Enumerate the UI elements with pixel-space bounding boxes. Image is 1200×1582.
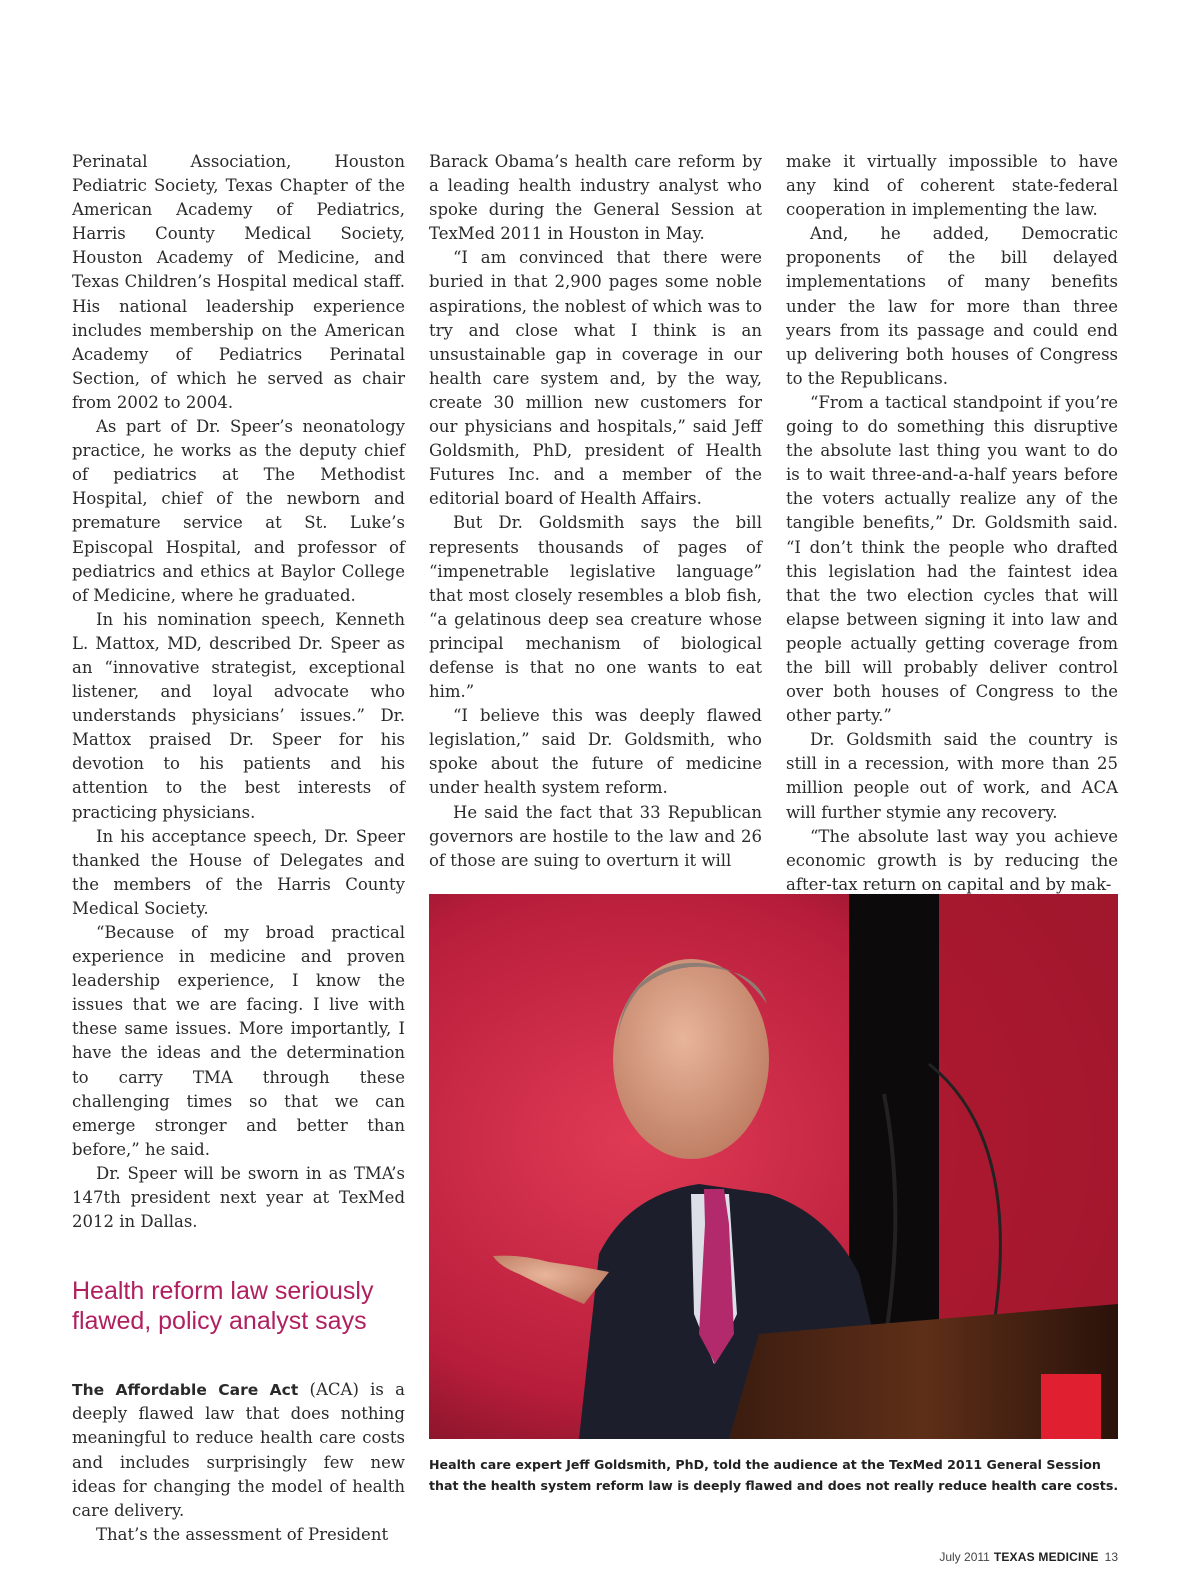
article-column-right	[786, 150, 1118, 897]
body-paragraph: And, he added, Democratic proponents of the bill delayed implementations of many benefits under the law for more than three years from its passage and could end up delivering both houses of Congress to the Republicans.	[786, 224, 1118, 388]
body-paragraph: Dr. Speer will be sworn in as TMA’s 147th president next year at TexMed 2012 in Dallas.	[72, 1163, 405, 1232]
speaker-illustration	[429, 894, 1118, 1439]
body-paragraph: Dr. Goldsmith said the country is still in a recession, with more than 25 million people out of work, and ACA will further stymie any recovery.	[786, 730, 1118, 822]
podium-logo	[1041, 1374, 1101, 1439]
page-footer	[939, 1550, 1118, 1564]
article-column-middle	[429, 150, 762, 873]
body-paragraph: He said the fact that 33 Republican governors are hostile to the law and 26 of those are suing to overturn it will	[429, 802, 762, 870]
body-paragraph: In his nomination speech, Kenneth L. Mattox, MD, described Dr. Speer as an “innovative strategist, exceptional listener, and loyal advocate who understands physicians’ issues.” Dr. Mattox praised Dr. Speer for his devotion to his patients and his attention to the best interests of practicing physicians.	[72, 609, 405, 822]
page-number: 13	[1104, 1550, 1118, 1564]
body-paragraph: “The absolute last way you achieve economic growth is by reducing the after-tax return on capital and by mak-	[786, 826, 1118, 894]
body-paragraph: As part of Dr. Speer’s neonatology practice, he works as the deputy chief of pediatrics at The Methodist Hospital, chief of the newborn and premature service at St. Luke’s Episcopal Hospital, and professor of pediatrics and ethics at Baylor College of Medicine, where he graduated.	[72, 417, 405, 605]
body-paragraph: “From a tactical standpoint if you’re going to do something this disruptive the absolute last thing you want to do is to wait three-and-a-half years before the voters actually realize any of the tangible benefits,” Dr. Goldsmith said. “I don’t think the people who drafted this legislation had the faintest idea that the two election cycles that will elapse between signing it into law and people actually getting coverage from the bill will probably deliver control over both houses of Congress to the other party.”	[786, 392, 1118, 726]
body-paragraph: But Dr. Goldsmith says the bill represents thousands of pages of “impenetrable legislative language” that most closely resembles a blob fish, “a gelatinous deep sea creature whose principal mechanism of biological defense is that no one wants to eat him.”	[429, 513, 762, 702]
lead-rest-text: (ACA) is a deeply flawed law that does nothing meaningful to reduce health care costs and includes surprisingly few new ideas for changing the model of health care delivery.	[72, 1380, 405, 1520]
article-column-left	[72, 150, 405, 1547]
body-paragraph: Perinatal Association, Houston Pediatric Society, Texas Chapter of the American Academy of Pediatrics, Harris County Medical Society, Houston Academy of Medicine, and Texas Children’s Hospital medical staff. His national leadership experience includes membership on the American Academy of Pediatrics Perinatal Section, of which he served as chair from 2002 to 2004.	[72, 152, 405, 412]
body-paragraph: “I believe this was deeply flawed legislation,” said Dr. Goldsmith, who spoke about the future of medicine under health system reform.	[429, 706, 762, 798]
issue-date: July 2011	[939, 1550, 990, 1564]
body-paragraph: In his acceptance speech, Dr. Speer thanked the House of Delegates and the members of the Harris County Medical Society.	[72, 826, 405, 918]
body-paragraph: “I am convinced that there were buried in that 2,900 pages some noble aspirations, the noblest of which was to try and close what I think is an unsustainable gap in coverage in our health care system and, by the way, create 30 million new customers for our physicians and hospitals,” said Jeff Goldsmith, PhD, president of Health Futures Inc. and a member of the editorial board of Health Affairs.	[429, 248, 762, 509]
body-paragraph: Barack Obama’s health care reform by a leading health industry analyst who spoke during the General Session at TexMed 2011 in Houston in May.	[429, 152, 762, 244]
body-paragraph: make it virtually impossible to have any kind of coherent state-federal cooperation in implementing the law.	[786, 152, 1118, 220]
body-paragraph: “Because of my broad practical experience in medicine and proven leadership experience, I know the issues that we are facing. I live with these same issues. More importantly, I have the ideas and the determination to carry TMA through these challenging times so that we can emerge stronger and better than before,” he said.	[72, 923, 405, 1159]
speaker-photo	[429, 894, 1118, 1439]
section-heading: Health reform law seriously flawed, policy analyst says	[72, 1277, 374, 1336]
photo-caption: Health care expert Jeff Goldsmith, PhD, told the audience at the TexMed 2011 General Session that the health system reform law is deeply flawed and does not really reduce health care costs.	[429, 1457, 1119, 1493]
section-lead-paragraph	[72, 1378, 405, 1523]
lead-bold-text: The Affordable Care Act	[72, 1381, 299, 1400]
magazine-name: TEXAS MEDICINE	[993, 1550, 1099, 1564]
body-paragraph: That’s the assessment of President	[96, 1524, 389, 1544]
